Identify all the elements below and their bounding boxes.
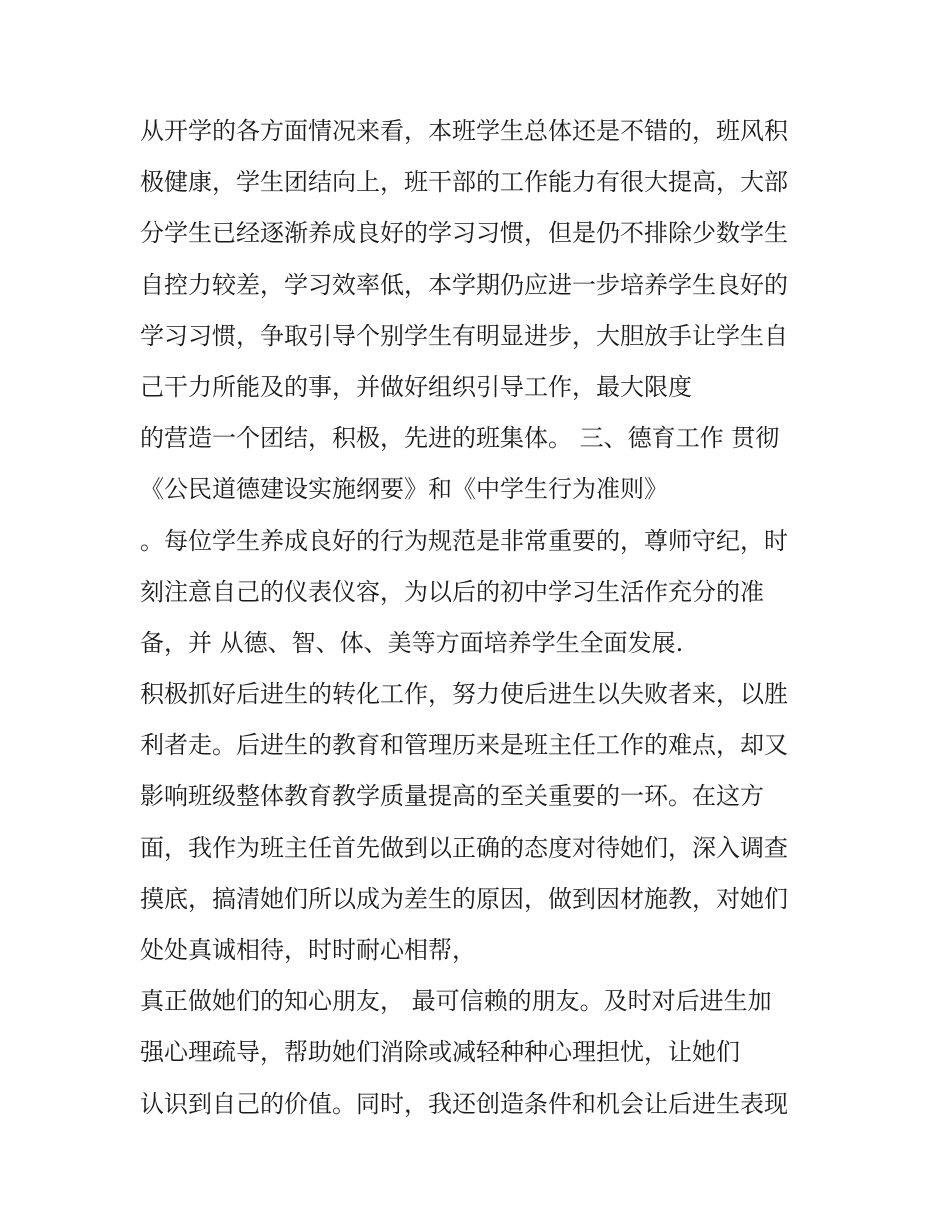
text-line: 学习习惯，争取引导个别学生有明显进步，大胆放手让学生自 [140,321,788,350]
text-line: 的营造一个团结，积极，先进的班集体。 三、德育工作 贯彻 [140,424,780,453]
text-line: 备，并 从德、智、体、美等方面培养学生全面发展. [140,628,684,657]
text-line: 面，我作为班主任首先做到以正确的态度对待她们，深入调查 [140,833,788,862]
text-line: 己干力所能及的事，并做好组织引导工作，最大限度 [140,372,692,401]
text-line: 分学生已经逐渐养成良好的学习习惯，但是仍不排除少数学生 [140,219,788,248]
text-line: 积极抓好后进生的转化工作，努力使后进生以失败者来，以胜 [140,680,788,709]
text-line: 《公民道德建设实施纲要》和《中学生行为准则》 [140,475,668,504]
text-line: 从开学的各方面情况来看，本班学生总体还是不错的，班风积 [140,117,788,145]
text-line: 自控力较差，学习效率低，本学期仍应进一步培养学生良好的 [140,270,788,299]
text-line: 摸底，搞清她们所以成为差生的原因，做到因材施教，对她们 [140,884,788,913]
text-line: 强心理疏导，帮助她们消除或减轻种种心理担忧，让她们 [140,1038,740,1067]
text-line: 处处真诚相待，时时耐心相帮， [140,936,476,964]
text-line: 。每位学生养成良好的行为规范是非常重要的，尊师守纪，时 [140,526,788,555]
body-text [140,106,820,1130]
text-line: 影响班级整体教育教学质量提高的至关重要的一环。在这方 [140,782,764,811]
text-line: 认识到自己的价值。同时，我还创造条件和机会让后进生表现 [140,1089,788,1118]
text-line: 真正做她们的知心朋友， 最可信赖的朋友。及时对后进生加 [140,987,772,1016]
text-line: 刻注意自己的仪表仪容，为以后的初中学习生活作充分的准 [140,577,764,606]
text-line: 极健康，学生团结向上，班干部的工作能力有很大提高，大部 [140,168,788,197]
text-line: 利者走。后进生的教育和管理历来是班主任工作的难点，却又 [140,731,788,760]
